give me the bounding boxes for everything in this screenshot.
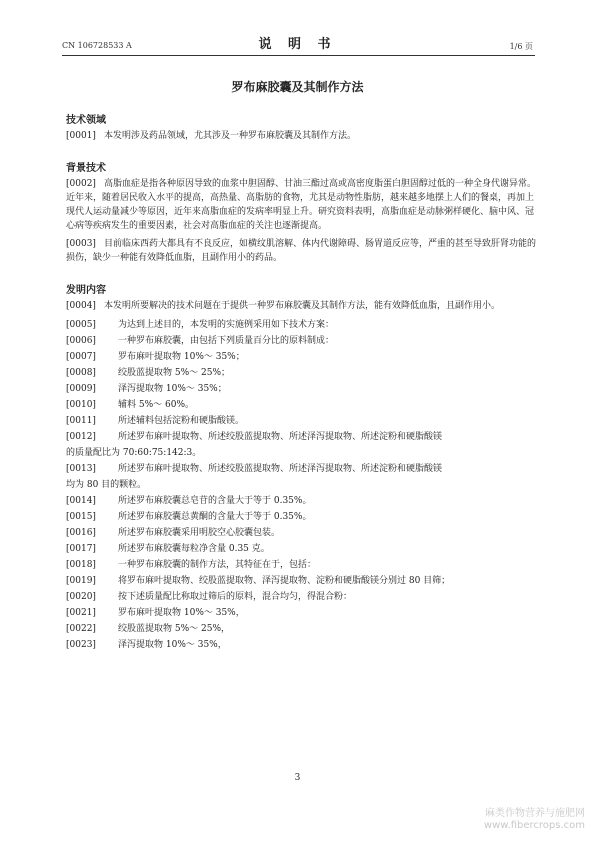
paragraph-text: 的质量配比为 70:60:75:142:3。 bbox=[66, 448, 202, 458]
paragraph-text: 泽泻提取物 10%～ 35%； bbox=[118, 384, 227, 394]
paragraph-number: [0015] bbox=[66, 512, 96, 522]
paragraph-text: 所述罗布麻叶提取物、所述绞股蓝提取物、所述泽泻提取物、所述淀粉和硬脂酸镁 bbox=[118, 464, 443, 474]
paragraph-text: 所述辅料包括淀粉和硬脂酸镁。 bbox=[118, 416, 245, 426]
list-item bbox=[66, 573, 536, 589]
list-item bbox=[66, 509, 536, 525]
paragraph-text: 所述罗布麻胶囊采用明胶空心胶囊包装。 bbox=[118, 528, 281, 538]
paragraph-text: 所述罗布麻胶囊总皂苷的含量大于等于 0.35%。 bbox=[118, 496, 312, 506]
paragraph-number: [0020] bbox=[66, 592, 96, 602]
list-item bbox=[66, 397, 536, 413]
list-item-continuation bbox=[66, 445, 536, 461]
document-body bbox=[66, 113, 536, 653]
patent-number: CN 106728533 A bbox=[62, 41, 132, 50]
paragraph-number: [0022] bbox=[66, 624, 96, 634]
paragraph-number: [0016] bbox=[66, 528, 96, 538]
paragraph-number: [0023] bbox=[66, 640, 96, 650]
paragraph-text: 一种罗布麻胶囊的制作方法，其特征在于，包括： bbox=[118, 560, 317, 570]
list-item bbox=[66, 333, 536, 349]
paragraph bbox=[66, 129, 536, 143]
paragraph-text: 均为 80 目的颗粒。 bbox=[66, 480, 147, 490]
paragraph-text: 一种罗布麻胶囊，由包括下列质量百分比的原料制成： bbox=[118, 336, 335, 346]
paragraph-number: [0013] bbox=[66, 464, 96, 474]
paragraph-number: [0017] bbox=[66, 544, 96, 554]
list-item bbox=[66, 381, 536, 397]
paragraph bbox=[66, 177, 536, 233]
paragraph-text: 罗布麻叶提取物 10%～ 35%； bbox=[118, 352, 245, 362]
document-type-header: 说 明 书 bbox=[258, 37, 337, 52]
list-item bbox=[66, 493, 536, 509]
list-item bbox=[66, 589, 536, 605]
header-divider bbox=[62, 55, 535, 56]
paragraph-number: [0012] bbox=[66, 432, 96, 442]
list-item bbox=[66, 525, 536, 541]
paragraph-text: 目前临床西药大都具有不良反应，如横纹肌溶解、体内代谢障碍、肠胃道反应等，严重的甚至导致肝肾功能的损伤，缺少一种能有效降低血脂，且副作用小的药品。 bbox=[66, 239, 536, 263]
paragraph-text: 绞股蓝提取物 5%～ 25%， bbox=[118, 624, 231, 634]
paragraph-number: [0008] bbox=[66, 368, 96, 378]
paragraph-text: 所述罗布麻胶囊总黄酮的含量大于等于 0.35%。 bbox=[118, 512, 312, 522]
watermark bbox=[484, 808, 585, 832]
paragraph-number: [0003] bbox=[66, 239, 96, 249]
paragraph-text: 所述罗布麻胶囊每粒净含量 0.35 克。 bbox=[118, 544, 270, 554]
paragraph-text: 罗布麻叶提取物 10%～ 35%， bbox=[118, 608, 245, 618]
list-item bbox=[66, 413, 536, 429]
watermark-line: 麻类作物营养与施肥网 bbox=[485, 808, 585, 819]
list-item bbox=[66, 541, 536, 557]
paragraph-number: [0021] bbox=[66, 608, 96, 618]
list-item bbox=[66, 605, 536, 621]
paragraph-number: [0018] bbox=[66, 560, 96, 570]
paragraph-number: [0010] bbox=[66, 400, 96, 410]
page-indicator: 1/6 页 bbox=[509, 42, 533, 51]
list-item bbox=[66, 461, 536, 477]
paragraph-text: 将罗布麻叶提取物、绞股蓝提取物、泽泻提取物、淀粉和硬脂酸镁分别过 80 目筛； bbox=[118, 576, 451, 586]
watermark-line: www.fibercrops.com bbox=[483, 820, 585, 831]
paragraph-text: 本发明涉及药品领域，尤其涉及一种罗布麻胶囊及其制作方法。 bbox=[103, 131, 356, 141]
page-number: 3 bbox=[294, 773, 301, 783]
list-item bbox=[66, 349, 536, 365]
paragraph-number: [0011] bbox=[66, 416, 96, 426]
section-heading: 技术领域 bbox=[66, 115, 106, 126]
paragraph-text: 所述罗布麻叶提取物、所述绞股蓝提取物、所述泽泻提取物、所述淀粉和硬脂酸镁 bbox=[118, 432, 443, 442]
paragraph-number: [0004] bbox=[66, 301, 96, 311]
list-item bbox=[66, 429, 536, 445]
paragraph-number: [0009] bbox=[66, 384, 96, 394]
paragraph bbox=[66, 299, 536, 313]
list-item bbox=[66, 317, 536, 333]
paragraph-number: [0014] bbox=[66, 496, 96, 506]
section-heading: 发明内容 bbox=[66, 285, 106, 296]
list-item bbox=[66, 637, 536, 653]
paragraph-number: [0007] bbox=[66, 352, 96, 362]
list-item-continuation bbox=[66, 477, 536, 493]
paragraph-text: 绞股蓝提取物 5%～ 25%； bbox=[118, 368, 231, 378]
paragraph-number: [0005] bbox=[66, 320, 96, 330]
section-heading: 背景技术 bbox=[66, 163, 106, 174]
paragraph-text: 辅料 5%～ 60%。 bbox=[118, 400, 195, 410]
paragraph-text: 按下述质量配比称取过筛后的原料，混合均匀，得混合粉： bbox=[118, 592, 353, 602]
paragraph-number: [0006] bbox=[66, 336, 96, 346]
paragraph-text: 为达到上述目的，本发明的实施例采用如下技术方案： bbox=[118, 320, 335, 330]
paragraph-text: 高脂血症是指各种原因导致的血浆中胆固醇、甘油三酯过高或高密度脂蛋白胆固醇过低的一种全身代谢异常。近年来，随着居民收入水平的提高，高热量、高脂肪的食物，尤其是动物性脂肪，越来越多地摆上人们的餐桌，再加上现代人运动量减少等原因，近年来高脂血症的发病率明显上升。研究资料表明，高脂血症是动脉粥样硬化、脑中风、冠心病等疾病发生的重要因素，社会对高脂血症的关注也逐渐提高。 bbox=[66, 179, 536, 231]
paragraph-number: [0002] bbox=[66, 179, 96, 189]
paragraph-number: [0001] bbox=[66, 131, 96, 141]
document-title: 罗布麻胶囊及其制作方法 bbox=[231, 80, 364, 94]
list-item bbox=[66, 365, 536, 381]
paragraph bbox=[66, 237, 536, 265]
paragraph-number: [0019] bbox=[66, 576, 96, 586]
list-item bbox=[66, 557, 536, 573]
paragraph-text: 泽泻提取物 10%～ 35%， bbox=[118, 640, 227, 650]
paragraph-text: 本发明所要解决的技术问题在于提供一种罗布麻胶囊及其制作方法，能有效降低血脂，且副作用小。 bbox=[103, 301, 500, 311]
list-item bbox=[66, 621, 536, 637]
